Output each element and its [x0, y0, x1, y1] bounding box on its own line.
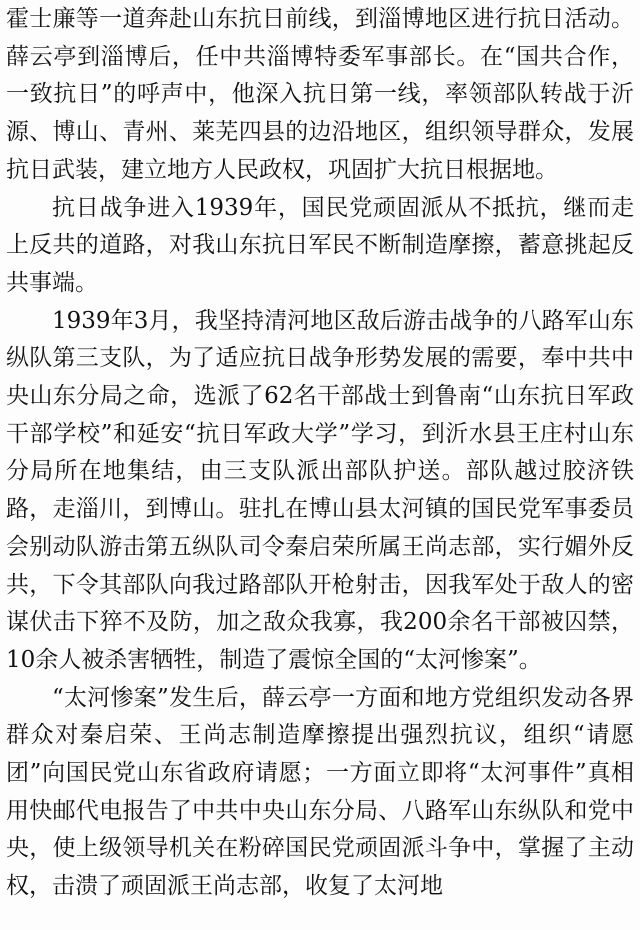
paragraph-1: 霍士廉等一道奔赴山东抗日前线，到淄博地区进行抗日活动。薛云亭到淄博后，任中共淄博特委军事部长。在“国共合作，一致抗日”的呼声中，他深入抗日第一线，率领部队转战于沂源、博山、青州、莱芜四县的边沿地区，组织领导群众，发展抗日武装，建立地方人民政权，巩固扩大抗日根据地。 — [6, 6, 634, 183]
paragraph-3: 1939年3月，我坚持清河地区敌后游击战争的八路军山东纵队第三支队，为了适应抗日战争形势发展的需要，奉中共中央山东分局之命，选派了62名干部战士到鲁南“山东抗日军政干部学校”和延安“抗日军政大学”学习，到沂水县王庄村山东分局所在地集结，由三支队派出部队护送。部队越过胶济铁路，走淄川，到博山。驻扎在博山县太河镇的国民党军事委员会别动队游击第五纵队司令秦启荣所属王尚志部，实行媚外反共，下令其部队向我过路部队开枪射击，因我军处于敌人的密谋伏击下猝不及防，加之敌众我寡，我200余名干部被囚禁，10余人被杀害牺牲，制造了震惊全国的“太河惨案”。 — [6, 307, 634, 673]
paragraph-4: “太河惨案”发生后，薛云亭一方面和地方党组织发动各界群众对秦启荣、王尚志制造摩擦提出强烈抗议，组织“请愿团”向国民党山东省政府请愿；一方面立即将“太河事件”真相用快邮代电报告了中共中央山东分局、八路军山东纵队和党中央，使上级领导机关在粉碎国民党顽固派斗争中，掌握了主动权，击溃了顽固派王尚志部，收复了太河地 — [6, 684, 634, 900]
paragraph-2: 抗日战争进入1939年，国民党顽固派从不抵抗，继而走上反共的道路，对我山东抗日军民不断制造摩擦，蓄意挑起反共事端。 — [6, 194, 634, 296]
document-body — [6, 1, 634, 906]
